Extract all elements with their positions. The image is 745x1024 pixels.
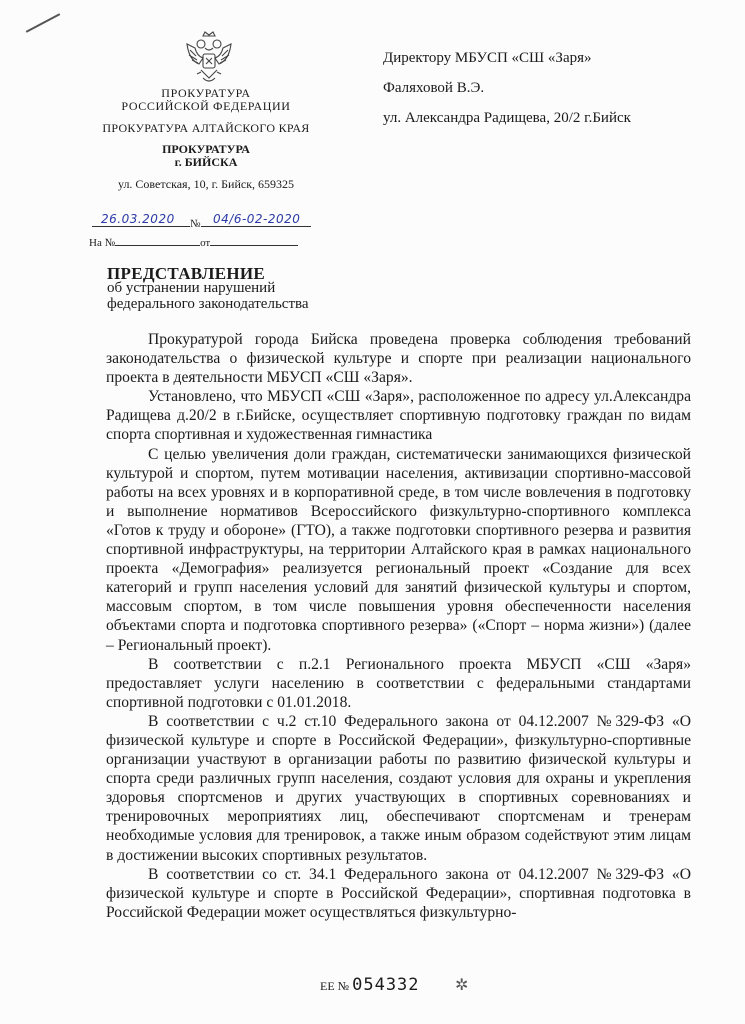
reply-reference-line bbox=[89, 233, 298, 249]
body-paragraph-2: Установлено, что МБУСП «СШ «Заря», расположенное по адресу ул.Александра Радищева д.20/2 в г.Бийске, осуществляет спортивную подготовку граждан по видам спорта спортивная и художественная гимнастика bbox=[106, 388, 691, 444]
form-number: 054332 bbox=[352, 975, 420, 995]
body-paragraph-1: Прокуратурой города Бийска проведена проверка соблюдения требований законодательства о физической культуре и спорте при реализации национального проекта в деятельности МБУСП «СШ «Заря». bbox=[106, 331, 691, 387]
addressee-address: ул. Александра Радищева, 20/2 г.Бийск bbox=[383, 110, 631, 126]
asterisk-mark-icon: ✲ bbox=[455, 977, 469, 994]
addressee-name: Фаляховой В.Э. bbox=[383, 80, 485, 96]
body-paragraph-6: В соответствии со ст. 34.1 Федерального закона от 04.12.2007 №329-ФЗ «О физической культуре и спорте в Российской Федерации», спортивная подготовка в Российской Федерации может осуществляться физкультурно- bbox=[106, 865, 691, 921]
header-line-region: ПРОКУРАТУРА АЛТАЙСКОГО КРАЯ bbox=[102, 121, 310, 135]
body-paragraph-3: С целью увеличения доли граждан, систематически занимающихся физической культурой и спортом, путем мотивации населения, активизации спортивно-массовой работы на всех уровнях и в корпоративной среде, в том числе вовлечения в подготовку и выполнение нормативов Всероссийского физкультурно-спортивного комплекса «Готов к труду и обороне» (ГТО), а также подготовки спортивного резерва и развития спортивной инфраструктуры, на территории Алтайского края в рамках национального проекта «Демография» реализуется региональный проект «Создание для всех категорий и групп населения условий для занятий физической культуры и спортом, массовым спортом, в том числе повышения уровня обеспеченности населения объектами спорта и подготовка спортивного резерва» («Спорт – норма жизни») (далее – Региональный проект). bbox=[106, 445, 691, 654]
from-label: от bbox=[200, 237, 211, 249]
document-subtitle-line2: федерального законодательства bbox=[107, 296, 309, 312]
form-serial bbox=[320, 975, 420, 995]
addressee-title: Директору МБУСП «СШ «Заря» bbox=[383, 50, 592, 66]
document-subtitle-line1: об устранении нарушений bbox=[107, 280, 276, 296]
document-body bbox=[106, 330, 691, 922]
header-line-city: г. БИЙСКА bbox=[174, 155, 238, 169]
body-paragraph-4: В соответствии с п.2.1 Регионального проекта МБУСП «СШ «Заря» предоставляет услуги населению в соответствии с федеральными стандартами спортивной подготовки с 01.01.2018. bbox=[106, 655, 691, 711]
header-line-prosecutor: ПРОКУРАТУРА bbox=[161, 86, 251, 100]
header-line-city-prosecutor: ПРОКУРАТУРА bbox=[162, 142, 250, 156]
handwritten-number: 04/6-02-2020 bbox=[213, 212, 301, 226]
coat-of-arms-emblem bbox=[183, 30, 235, 86]
body-paragraph-5: В соответствии с ч.2 ст.10 Федерального закона от 04.12.2007 №329-ФЗ «О физической культуре и спорте в Российской Федерации», физкультурно-спортивные организации участвуют в организации работы по развитию физической культуры и спорта среди различных групп населения, создают условия для охраны и укрепления здоровья спортсменов и других участвующих в спортивных соревнованиях и тренировочных мероприятиях лиц, обеспечивают спортсменам и тренерам необходимые условия для тренировок, а также иным образом содействуют этим лицам в достижении высоких спортивных результатов. bbox=[106, 712, 691, 864]
header-address: ул. Советская, 10, г. Бийск, 659325 bbox=[117, 177, 295, 191]
number-label: № bbox=[190, 218, 201, 230]
handwritten-date: 26.03.2020 bbox=[101, 212, 175, 226]
pen-mark bbox=[26, 13, 60, 33]
reply-to-label: На № bbox=[89, 237, 116, 249]
form-series: ЕЕ № bbox=[320, 979, 350, 993]
document-title: ПРЕДСТАВЛЕНИЕ bbox=[107, 264, 266, 283]
header-line-federation: РОССИЙСКОЙ ФЕДЕРАЦИИ bbox=[121, 99, 291, 113]
